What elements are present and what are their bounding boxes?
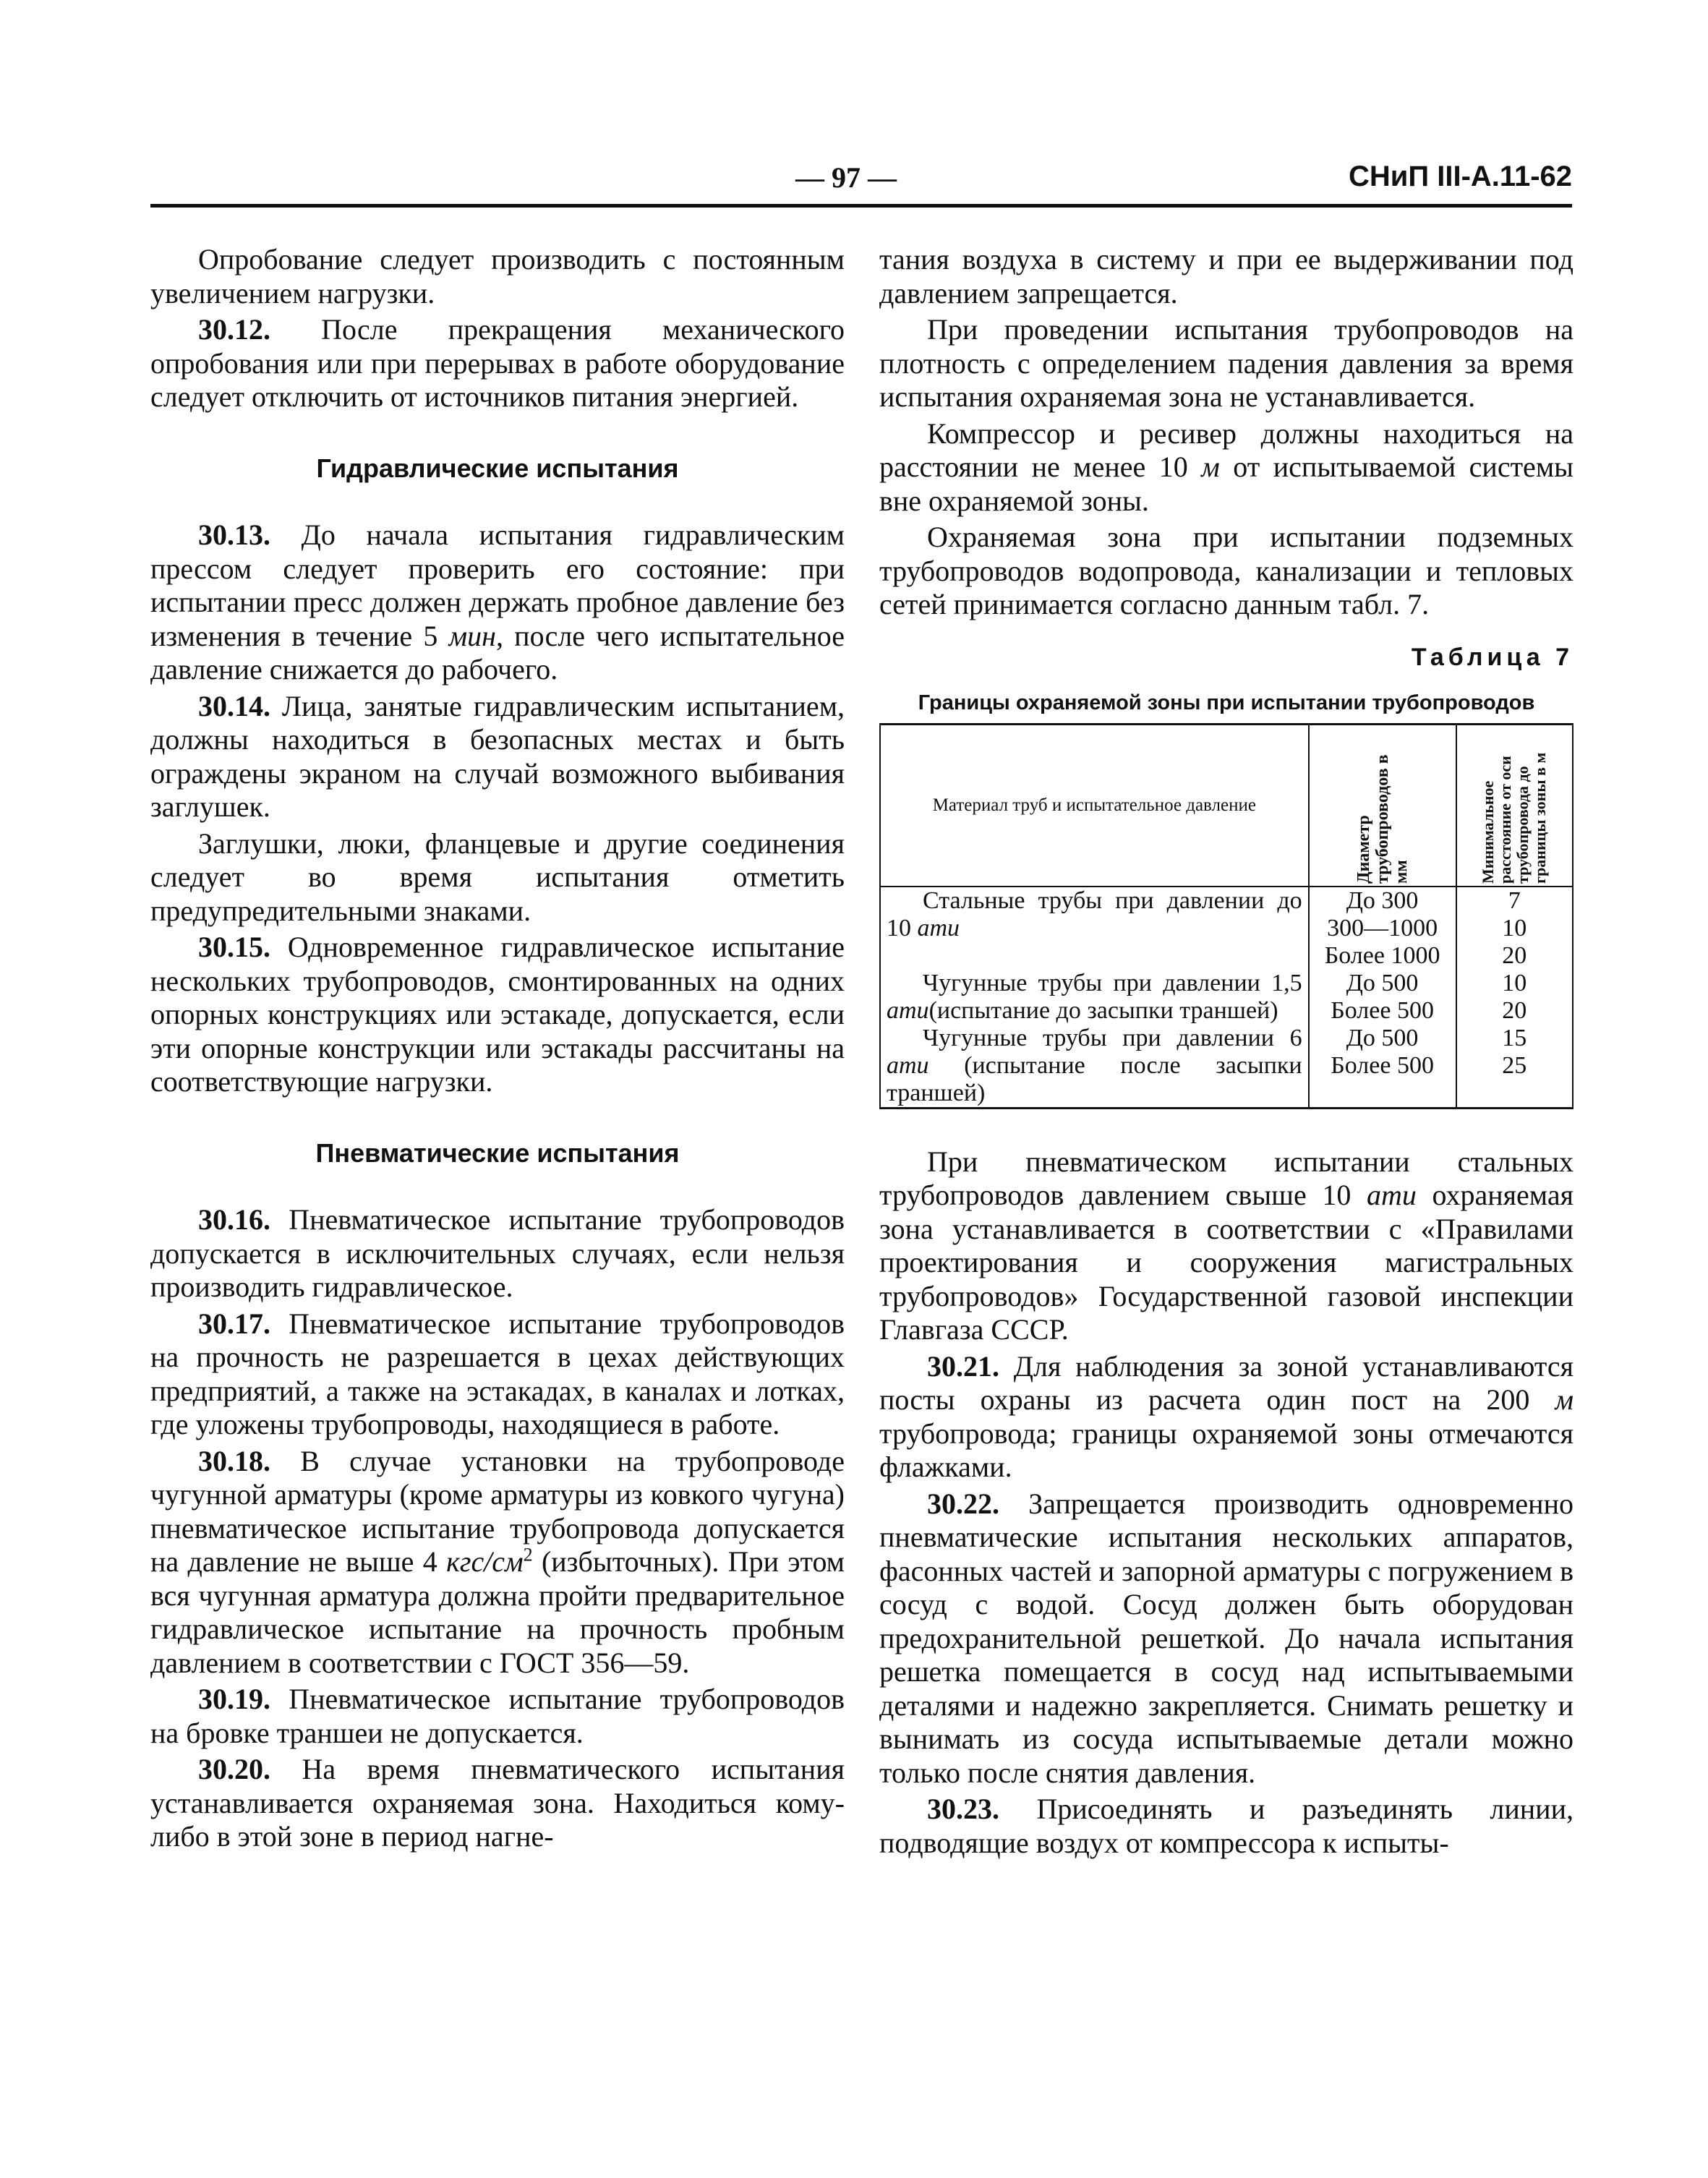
cell-diameter: До 300 300—1000 Более 1000 [1309,887,1456,970]
cell-diameter: До 500 Более 500 [1309,970,1456,1025]
paragraph-30-16: 30.16. Пневматическое испытание трубопроводов допускается в исключительных случаях, если нельзя производить гидравлическое. [150,1203,845,1303]
paragraph: Заглушки, люки, фланцевые и другие соединения следует во время испытания отметить предупредительными знаками. [150,827,845,927]
protected-zone-table [879,723,1574,1109]
table-label: Таблица 7 [1411,643,1574,671]
document-code: СНиП III-А.11-62 [1349,161,1572,192]
paragraph: Компрессор и ресивер должны находиться на расстоянии не менее 10 м от испытываемой системы вне охраняемой зоны. [879,417,1574,517]
clause-number: 30.16. [198,1203,270,1236]
clause-number: 30.18. [198,1444,270,1477]
clause-number: 30.13. [198,518,270,551]
paragraph-30-14: 30.14. Лица, занятые гидравлическим испытанием, должны находиться в безопасных местах и быть ограждены экраном на случай возможного выбивания заглушек. [150,689,845,823]
column-header-distance: Минимальное расстояние от оси трубопровода до границы зоны в м [1456,725,1573,887]
clause-number: 30.23. [927,1793,999,1825]
column-header-diameter: Диаметр трубопроводов в мм [1309,725,1456,887]
section-heading-hydraulic: Гидравлические испытания [316,453,679,483]
paragraph-30-15: 30.15. Одновременное гидравлическое испытание нескольких трубопроводов, смонтированных на одних опорных конструкциях или эстакаде, допускается, если эти опорные конструкции или эстакады рассчитаны на соответствующие нагрузки. [150,931,845,1098]
cell-material: Чугунные трубы при давлении 1,5 ати(испытание до засыпки траншей) [880,970,1309,1025]
column-header-material: Материал труб и испытательное давление [880,725,1309,887]
cell-material: Чугунные трубы при давлении 6 ати (испытание после засыпки траншей) [880,1025,1309,1109]
paragraph-30-13: 30.13. До начала испытания гидравлическим прессом следует проверить его состояние: при испытании пресс должен держать пробное давление без изменения в течение 5 мин, после чего испытательное давление снижается до рабочего. [150,518,845,686]
right-column [879,243,1574,1863]
paragraph-30-12: 30.12. После прекращения механического опробования или при перерывах в работе оборудование следует отключить от источников питания энергией. [150,313,845,413]
clause-number: 30.12. [198,313,270,346]
cell-distance: 7 10 20 [1456,887,1573,970]
paragraph-30-19: 30.19. Пневматическое испытание трубопроводов на бровке траншеи не допускается. [150,1683,845,1749]
cell-diameter: До 500 Более 500 [1309,1025,1456,1109]
paragraph-30-22: 30.22. Запрещается производить одновременно пневматические испытания нескольких аппаратов, фасонных частей и запорной арматуры с погружением в сосуд с водой. Сосуд должен быть оборудован предохранительной решеткой. До начала испытания решетка помещается в сосуд над испытываемыми деталями и надежно закрепляется. Снимать решетку и вынимать из сосуда испытываемые детали можно только после снятия давления. [879,1487,1574,1789]
paragraph-30-20: 30.20. На время пневматического испытания устанавливается охраняемая зона. Находиться кому-либо в этой зоне в период нагне- [150,1753,845,1853]
section-heading-pneumatic: Пневматические испытания [315,1137,680,1168]
left-column [150,243,845,1857]
paragraph-30-17: 30.17. Пневматическое испытание трубопроводов на прочность не разрешается в цехах действующих предприятий, а также на эстакадах, в каналах и лотках, где уложены трубопроводы, находящиеся в работе. [150,1307,845,1440]
paragraph-30-21: 30.21. Для наблюдения за зоной устанавливаются посты охраны из расчета один пост на 200 м трубопровода; границы охраняемой зоны отмечаются флажками. [879,1349,1574,1483]
paragraph-30-23: 30.23. Присоединять и разъединять линии, подводящие воздух от компрессора к испыты- [879,1793,1574,1859]
clause-number: 30.15. [198,931,270,963]
clause-number: 30.22. [927,1487,999,1520]
table-title: Границы охраняемой зоны при испытании трубопроводов [918,691,1535,714]
clause-number: 30.14. [198,689,270,722]
clause-number: 30.20. [198,1753,270,1785]
table-header-row [880,725,1573,887]
paragraph: Опробование следует производить с постоянным увеличением нагрузки. [150,243,845,309]
cell-distance: 15 25 [1456,1025,1573,1109]
paragraph-30-18: 30.18. В случае установки на трубопроводе чугунной арматуры (кроме арматуры из ковкого чугуна) пневматическое испытание трубопровода допускается на давление не выше 4 кгс/$см^2$ (избыточных). При этом вся чугунная арматура должна пройти предварительное гидравлическое испытание на прочность пробным давлением в соответствии с ГОСТ 356—59. [150,1444,845,1679]
table-row [880,887,1573,970]
cell-material: Стальные трубы при давлении до 10 ати [880,887,1309,970]
clause-number: 30.21. [927,1349,999,1383]
cell-distance: 10 20 [1456,970,1573,1025]
clause-number: 30.19. [198,1683,270,1715]
table-row [880,970,1573,1025]
paragraph: Охраняемая зона при испытании подземных трубопроводов водопровода, канализации и тепловых сетей принимается согласно данным табл. 7. [879,521,1574,620]
paragraph: тания воздуха в систему и при ее выдерживании под давлением запрещается. [879,243,1574,309]
header-rule [150,204,1572,208]
clause-number: 30.17. [198,1307,270,1340]
paragraph: При пневматическом испытании стальных трубопроводов давлением свыше 10 ати охраняемая зона устанавливается в соответствии с «Правилами проектирования и сооружения магистральных трубопроводов» Государственной газовой инспекции Главгаза СССР. [879,1145,1574,1346]
paragraph: При проведении испытания трубопроводов на плотность с определением падения давления за время испытания охраняемая зона не устанавливается. [879,313,1574,413]
page-number: — 97 — [795,161,897,194]
table-row [880,1025,1573,1109]
